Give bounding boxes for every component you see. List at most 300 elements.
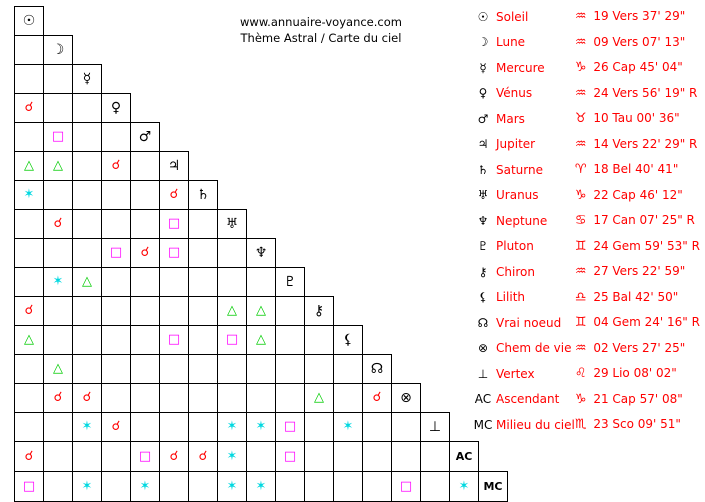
position-row — [470, 310, 702, 336]
aspect-cell[interactable] — [334, 442, 363, 472]
planet-symbol: ♄ — [196, 187, 210, 203]
aspect-cell[interactable] — [102, 239, 131, 268]
aspect-cell[interactable] — [44, 239, 73, 268]
aspect-cell[interactable] — [44, 326, 73, 355]
aspect-cell[interactable] — [189, 355, 218, 384]
grid-spacer — [305, 152, 334, 181]
aspect-cell[interactable] — [73, 123, 102, 152]
zodiac-sign-glyph: ♒ — [574, 85, 587, 101]
grid-spacer — [276, 123, 305, 152]
position-value — [575, 208, 702, 234]
position-value — [575, 387, 702, 413]
grid-spacer — [392, 210, 421, 239]
watermark — [196, 14, 446, 46]
aspect-glyph: ✶ — [458, 478, 470, 494]
aspect-cell[interactable] — [73, 326, 102, 355]
position-planet-symbol: ⊗ — [477, 341, 489, 356]
position-value — [575, 157, 702, 183]
aspect-cell[interactable] — [44, 210, 73, 239]
aspect-glyph: △ — [53, 361, 63, 376]
aspect-cell[interactable] — [363, 413, 392, 442]
aspect-row — [15, 326, 508, 355]
aspect-cell[interactable] — [73, 268, 102, 297]
position-planet-symbol: ⚸ — [478, 290, 488, 305]
aspect-cell[interactable] — [44, 181, 73, 210]
grid-spacer — [334, 123, 363, 152]
planet-symbol: ♀ — [110, 100, 122, 116]
aspect-cell[interactable] — [131, 181, 160, 210]
aspect-cell[interactable] — [131, 472, 160, 502]
zodiac-sign-glyph: ♊ — [574, 315, 587, 331]
grid-spacer — [160, 36, 189, 65]
position-planet-name: Ascendant — [496, 392, 560, 407]
aspect-cell[interactable] — [218, 442, 247, 472]
position-row — [470, 234, 702, 260]
position-planet-name: Vénus — [496, 86, 533, 101]
aspect-cell[interactable] — [276, 442, 305, 472]
aspect-cell[interactable] — [363, 442, 392, 472]
aspect-cell[interactable] — [160, 384, 189, 413]
aspect-cell[interactable] — [276, 297, 305, 326]
grid-spacer — [421, 239, 450, 268]
aspect-cell[interactable] — [44, 123, 73, 152]
aspect-cell[interactable] — [15, 326, 44, 355]
position-value — [575, 412, 702, 438]
aspect-glyph: △ — [82, 274, 92, 289]
zodiac-sign-glyph: ♑ — [574, 60, 587, 76]
aspect-cell[interactable] — [276, 413, 305, 442]
position-text: 17 Can 07' 25" R — [589, 213, 695, 228]
aspect-diagonal-5 — [160, 152, 189, 181]
grid-spacer — [102, 65, 131, 94]
aspect-cell[interactable] — [102, 355, 131, 384]
aspect-cell[interactable] — [73, 442, 102, 472]
aspect-cell[interactable] — [102, 442, 131, 472]
aspect-cell[interactable] — [15, 65, 44, 94]
position-text: 04 Gem 24' 16" R — [589, 315, 700, 330]
aspect-glyph: ☌ — [24, 100, 34, 115]
watermark-url: www.annuaire-voyance.com — [240, 15, 402, 29]
grid-spacer — [247, 94, 276, 123]
position-row — [470, 259, 702, 285]
aspect-cell[interactable] — [131, 297, 160, 326]
aspect-cell[interactable] — [15, 384, 44, 413]
aspect-cell[interactable] — [73, 210, 102, 239]
aspect-cell[interactable] — [218, 355, 247, 384]
aspect-cell[interactable] — [44, 472, 73, 502]
aspect-cell[interactable] — [305, 413, 334, 442]
aspect-cell[interactable] — [44, 152, 73, 181]
aspect-glyph: △ — [24, 332, 34, 347]
aspect-row — [15, 152, 508, 181]
aspect-cell[interactable] — [160, 355, 189, 384]
aspect-cell[interactable] — [102, 123, 131, 152]
aspect-cell[interactable] — [131, 413, 160, 442]
aspect-row — [15, 355, 508, 384]
aspect-cell[interactable] — [189, 413, 218, 442]
position-planet-name: Uranus — [496, 188, 539, 203]
zodiac-sign-glyph: ♒ — [574, 264, 587, 280]
aspect-cell[interactable] — [44, 268, 73, 297]
aspect-glyph: △ — [256, 332, 266, 347]
aspect-cell[interactable] — [450, 472, 479, 502]
position-text: 23 Sco 09' 51" — [589, 417, 681, 432]
grid-spacer — [392, 268, 421, 297]
position-value — [575, 106, 702, 132]
position-row — [470, 132, 702, 158]
aspect-cell[interactable] — [15, 152, 44, 181]
aspect-cell[interactable] — [363, 472, 392, 502]
zodiac-sign-glyph: ♊ — [574, 238, 587, 254]
grid-spacer — [305, 239, 334, 268]
grid-spacer — [305, 268, 334, 297]
aspect-cell[interactable] — [276, 326, 305, 355]
aspect-cell[interactable] — [305, 472, 334, 502]
aspect-cell[interactable] — [15, 123, 44, 152]
aspect-cell[interactable] — [160, 472, 189, 502]
aspect-cell[interactable] — [247, 326, 276, 355]
aspect-cell[interactable] — [102, 384, 131, 413]
position-planet-symbol: ☊ — [477, 315, 489, 330]
zodiac-sign-glyph: ♒ — [574, 136, 587, 152]
aspect-cell[interactable] — [160, 268, 189, 297]
aspect-cell[interactable] — [73, 472, 102, 502]
aspect-cell[interactable] — [334, 413, 363, 442]
position-planet-name: Pluton — [496, 239, 534, 254]
aspect-glyph: △ — [227, 303, 237, 318]
aspect-cell[interactable] — [189, 268, 218, 297]
grid-spacer — [189, 65, 218, 94]
aspect-cell[interactable] — [131, 152, 160, 181]
aspect-cell[interactable] — [102, 268, 131, 297]
aspect-cell[interactable] — [15, 210, 44, 239]
aspect-cell[interactable] — [218, 239, 247, 268]
aspect-cell[interactable] — [160, 210, 189, 239]
aspect-cell[interactable] — [131, 210, 160, 239]
aspect-cell[interactable] — [44, 442, 73, 472]
position-text: 26 Cap 45' 04" — [589, 60, 683, 75]
aspect-cell[interactable] — [73, 94, 102, 123]
aspect-cell[interactable] — [218, 297, 247, 326]
aspect-cell[interactable] — [102, 181, 131, 210]
aspect-cell[interactable] — [160, 239, 189, 268]
grid-spacer — [363, 152, 392, 181]
aspect-cell[interactable] — [218, 326, 247, 355]
planet-symbol: ♃ — [167, 158, 181, 174]
grid-spacer — [131, 94, 160, 123]
aspect-cell[interactable] — [363, 384, 392, 413]
aspect-cell[interactable] — [73, 181, 102, 210]
aspect-cell[interactable] — [102, 210, 131, 239]
aspect-cell[interactable] — [15, 94, 44, 123]
aspect-cell[interactable] — [305, 355, 334, 384]
position-value — [575, 4, 702, 30]
aspect-glyph: □ — [225, 332, 239, 347]
position-text: 22 Cap 46' 12" — [589, 187, 683, 202]
aspect-cell[interactable] — [218, 413, 247, 442]
aspect-cell[interactable] — [247, 472, 276, 502]
grid-spacer — [421, 326, 450, 355]
position-planet-symbol: AC — [474, 392, 492, 407]
aspect-glyph: ☌ — [140, 245, 150, 260]
aspect-cell[interactable] — [15, 239, 44, 268]
aspect-diagonal-3 — [102, 94, 131, 123]
position-planet-symbol: ⊥ — [477, 366, 489, 381]
position-text: 02 Vers 27' 25" — [589, 340, 686, 355]
aspect-cell[interactable] — [44, 65, 73, 94]
aspect-cell[interactable] — [131, 326, 160, 355]
planet-symbol: AC — [455, 450, 473, 463]
grid-spacer — [160, 65, 189, 94]
aspect-glyph: □ — [283, 419, 297, 434]
aspect-cell[interactable] — [102, 472, 131, 502]
aspect-row — [15, 123, 508, 152]
aspect-cell[interactable] — [102, 413, 131, 442]
position-planet-symbol: ♄ — [477, 162, 489, 177]
aspect-cell[interactable] — [276, 355, 305, 384]
position-value — [575, 30, 702, 56]
aspect-cell[interactable] — [73, 384, 102, 413]
planet-symbol: ⊗ — [400, 390, 412, 406]
grid-spacer — [305, 210, 334, 239]
aspect-cell[interactable] — [305, 442, 334, 472]
position-text: 24 Gem 59' 53" R — [589, 238, 700, 253]
position-text: 24 Vers 56' 19" R — [589, 85, 698, 100]
aspect-cell[interactable] — [15, 181, 44, 210]
aspect-glyph: □ — [167, 216, 181, 231]
grid-spacer — [276, 65, 305, 94]
grid-spacer — [276, 239, 305, 268]
aspect-cell[interactable] — [276, 384, 305, 413]
aspect-cell[interactable] — [44, 384, 73, 413]
aspect-glyph: □ — [22, 478, 36, 494]
aspect-cell[interactable] — [15, 268, 44, 297]
position-row — [470, 4, 702, 30]
position-text: 27 Vers 22' 59" — [589, 264, 686, 279]
aspect-diagonal-15 — [450, 442, 479, 472]
aspect-row — [15, 413, 508, 442]
aspect-cell[interactable] — [189, 297, 218, 326]
aspect-cell[interactable] — [276, 472, 305, 502]
aspect-cell[interactable] — [421, 472, 450, 502]
aspect-glyph: ☌ — [198, 448, 208, 464]
position-text: 21 Cap 57' 08" — [589, 391, 683, 406]
zodiac-sign-glyph: ♒ — [574, 9, 587, 25]
planet-symbol: ♂ — [138, 129, 152, 145]
aspect-cell[interactable] — [73, 239, 102, 268]
grid-spacer — [421, 297, 450, 326]
aspect-cell[interactable] — [102, 152, 131, 181]
aspect-glyph: ✶ — [226, 478, 238, 494]
grid-spacer — [247, 123, 276, 152]
aspect-cell[interactable] — [160, 413, 189, 442]
position-planet-name: Vrai noeud — [496, 315, 562, 330]
aspect-cell[interactable] — [247, 413, 276, 442]
aspect-glyph: ☌ — [169, 448, 179, 464]
aspect-cell[interactable] — [44, 94, 73, 123]
aspect-cell[interactable] — [189, 210, 218, 239]
watermark-subtitle: Thème Astral / Carte du ciel — [240, 31, 402, 45]
grid-spacer — [334, 268, 363, 297]
aspect-glyph: □ — [167, 245, 181, 260]
aspect-glyph: △ — [53, 158, 63, 173]
grid-spacer — [334, 210, 363, 239]
aspect-glyph: △ — [256, 303, 266, 318]
position-text: 10 Tau 00' 36" — [589, 111, 680, 126]
aspect-cell[interactable] — [15, 442, 44, 472]
aspect-cell[interactable] — [44, 413, 73, 442]
aspect-cell[interactable] — [102, 297, 131, 326]
grid-spacer — [363, 65, 392, 94]
position-planet-symbol: ♂ — [477, 111, 489, 126]
position-planet-name: Chem de vie — [496, 341, 572, 356]
aspect-glyph: ✶ — [255, 419, 267, 434]
position-row — [470, 157, 702, 183]
aspect-cell[interactable] — [189, 326, 218, 355]
grid-spacer — [218, 152, 247, 181]
aspect-cell[interactable] — [247, 268, 276, 297]
position-planet-name: Mercure — [496, 60, 545, 75]
aspect-cell[interactable] — [73, 297, 102, 326]
aspect-glyph: □ — [138, 448, 152, 464]
aspect-cell[interactable] — [131, 384, 160, 413]
aspect-cell[interactable] — [218, 384, 247, 413]
aspect-diagonal-11 — [334, 326, 363, 355]
grid-spacer — [363, 297, 392, 326]
aspect-cell[interactable] — [15, 472, 44, 502]
grid-spacer — [247, 152, 276, 181]
grid-spacer — [334, 181, 363, 210]
aspect-cell[interactable] — [305, 384, 334, 413]
grid-spacer — [334, 65, 363, 94]
grid-spacer — [276, 94, 305, 123]
aspect-cell[interactable] — [334, 384, 363, 413]
aspect-cell[interactable] — [247, 355, 276, 384]
grid-spacer — [276, 181, 305, 210]
aspect-cell[interactable] — [334, 355, 363, 384]
aspect-cell[interactable] — [73, 355, 102, 384]
grid-spacer — [334, 94, 363, 123]
aspect-table — [14, 6, 508, 502]
aspect-cell[interactable] — [160, 326, 189, 355]
aspect-glyph: △ — [24, 158, 34, 173]
position-value — [575, 259, 702, 285]
grid-spacer — [218, 94, 247, 123]
aspect-cell[interactable] — [189, 442, 218, 472]
aspect-cell[interactable] — [44, 297, 73, 326]
aspect-glyph: ✶ — [81, 419, 93, 434]
aspect-cell[interactable] — [131, 355, 160, 384]
grid-spacer — [44, 7, 73, 36]
position-value — [575, 81, 702, 107]
aspect-glyph: ☌ — [82, 390, 92, 405]
position-row — [470, 412, 702, 438]
grid-spacer — [102, 36, 131, 65]
aspect-cell[interactable] — [392, 413, 421, 442]
aspect-glyph: ✶ — [139, 478, 151, 494]
position-planet-name: Soleil — [496, 9, 529, 24]
aspect-cell[interactable] — [44, 355, 73, 384]
aspect-cell[interactable] — [73, 152, 102, 181]
grid-spacer — [131, 7, 160, 36]
planet-symbol: ♅ — [225, 216, 239, 232]
aspect-cell[interactable] — [131, 442, 160, 472]
aspect-cell[interactable] — [131, 268, 160, 297]
aspect-cell[interactable] — [15, 297, 44, 326]
aspect-cell[interactable] — [421, 442, 450, 472]
aspect-cell[interactable] — [15, 36, 44, 65]
aspect-cell[interactable] — [247, 297, 276, 326]
zodiac-sign-glyph: ♒ — [574, 34, 587, 50]
grid-spacer — [247, 65, 276, 94]
aspect-diagonal-10 — [305, 297, 334, 326]
grid-spacer — [392, 181, 421, 210]
aspect-cell[interactable] — [102, 326, 131, 355]
position-row — [470, 361, 702, 387]
position-planet-symbol: ☽ — [477, 35, 489, 50]
aspect-glyph: □ — [283, 448, 297, 464]
position-row — [470, 183, 702, 209]
aspect-cell[interactable] — [160, 297, 189, 326]
aspect-cell[interactable] — [334, 472, 363, 502]
aspect-cell[interactable] — [305, 326, 334, 355]
aspect-glyph: ☌ — [372, 390, 382, 405]
planet-symbol: ☿ — [82, 71, 92, 87]
grid-spacer — [392, 65, 421, 94]
aspect-cell[interactable] — [392, 442, 421, 472]
position-planet-symbol: ♀ — [478, 86, 488, 101]
position-value — [575, 55, 702, 81]
position-planet-symbol: MC — [473, 417, 493, 432]
aspect-cell[interactable] — [247, 384, 276, 413]
aspect-cell[interactable] — [247, 442, 276, 472]
aspect-cell[interactable] — [189, 384, 218, 413]
grid-spacer — [160, 94, 189, 123]
grid-spacer — [392, 355, 421, 384]
aspect-glyph: ✶ — [23, 187, 35, 202]
grid-spacer — [421, 94, 450, 123]
grid-spacer — [363, 326, 392, 355]
aspect-diagonal-13 — [392, 384, 421, 413]
aspect-diagonal-8 — [247, 239, 276, 268]
aspect-cell[interactable] — [73, 413, 102, 442]
aspect-cell[interactable] — [131, 239, 160, 268]
aspect-diagonal-1 — [44, 36, 73, 65]
aspect-cell[interactable] — [160, 442, 189, 472]
aspect-glyph: ✶ — [226, 448, 238, 464]
aspect-cell[interactable] — [15, 355, 44, 384]
zodiac-sign-glyph: ♎ — [574, 289, 587, 305]
grid-spacer — [247, 210, 276, 239]
grid-spacer — [218, 181, 247, 210]
aspect-glyph: ☌ — [24, 303, 34, 318]
position-value — [575, 336, 702, 362]
aspect-cell[interactable] — [218, 268, 247, 297]
aspect-diagonal-7 — [218, 210, 247, 239]
aspect-cell[interactable] — [189, 472, 218, 502]
aspect-cell[interactable] — [15, 413, 44, 442]
aspect-cell[interactable] — [392, 472, 421, 502]
aspect-cell[interactable] — [160, 181, 189, 210]
aspect-cell[interactable] — [218, 472, 247, 502]
grid-spacer — [160, 7, 189, 36]
zodiac-sign-glyph: ♌ — [574, 366, 587, 382]
aspect-cell[interactable] — [189, 239, 218, 268]
position-planet-symbol: ♃ — [477, 137, 489, 152]
aspect-diagonal-6 — [189, 181, 218, 210]
planet-symbol: ☉ — [22, 13, 36, 29]
zodiac-sign-glyph: ♑ — [574, 391, 587, 407]
